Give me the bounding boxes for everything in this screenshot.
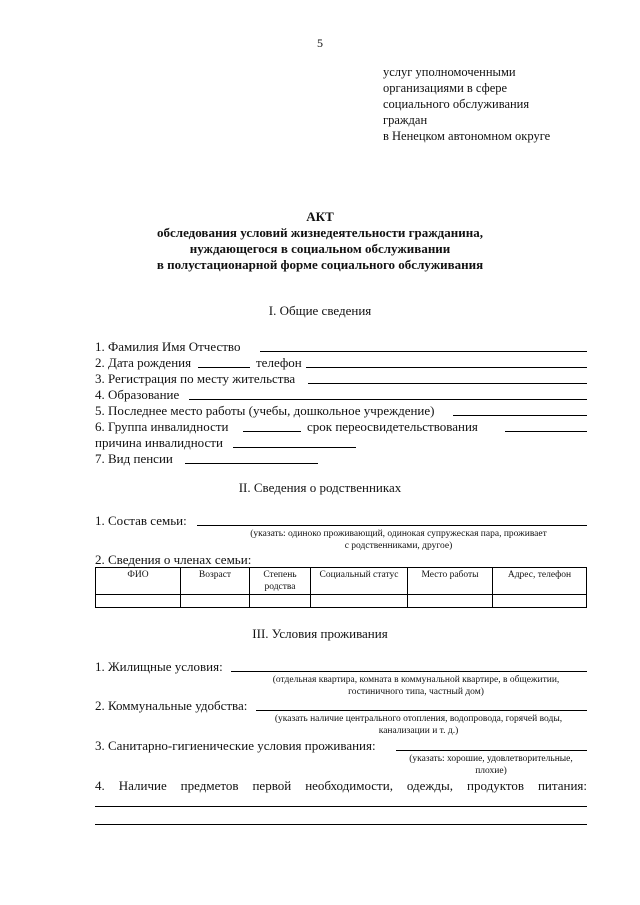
reexam-label: срок переосвидетельствования: [307, 419, 478, 434]
housing-hint: [245, 674, 587, 698]
necessities-field-line-2[interactable]: [95, 824, 587, 825]
table-header-cell: Адрес, телефон: [493, 568, 587, 595]
birth-date-label: 2. Дата рождения: [95, 355, 192, 370]
table-header-row: [96, 568, 587, 595]
section-2-heading: II. Сведения о родственниках: [238, 480, 402, 495]
last-work-label: 5. Последнее место работы (учебы, дошкольное учреждение): [95, 403, 435, 418]
last-work-field[interactable]: [453, 415, 587, 416]
housing-label: 1. Жилищные условия:: [95, 659, 223, 674]
header-line: услуг уполномоченными: [383, 65, 516, 79]
necessities-field-line-1[interactable]: [95, 806, 587, 807]
title-line: нуждающегося в социальном обслуживании: [189, 241, 451, 256]
table-header-cell: Социальный статус: [311, 568, 408, 595]
housing-hint-line: (отдельная квартира, комната в коммунальной квартире, в общежитии,: [272, 675, 560, 685]
utilities-hint-line: канализации и т. д.): [378, 726, 459, 736]
utilities-hint: [250, 713, 587, 737]
table-cell[interactable]: [311, 595, 408, 608]
table-cell[interactable]: [96, 595, 181, 608]
education-label: 4. Образование: [95, 387, 180, 402]
family-hint-line: (указать: одиноко проживающий, одинокая супружеская пара, проживает: [250, 529, 547, 539]
header-line: граждан: [383, 113, 428, 127]
table-cell[interactable]: [408, 595, 493, 608]
table-cell[interactable]: [250, 595, 311, 608]
family-hint-line: с родственниками, другое): [344, 541, 453, 551]
phone-field[interactable]: [306, 367, 587, 368]
disability-cause-field[interactable]: [233, 447, 356, 448]
family-members-table: [95, 567, 587, 608]
necessities-label: 4. Наличие предметов первой необходимости, одежды, продуктов питания:: [95, 778, 587, 793]
table-row[interactable]: [96, 595, 587, 608]
pension-label: 7. Вид пенсии: [95, 451, 173, 466]
family-label: 1. Состав семьи:: [95, 513, 187, 528]
housing-field[interactable]: [231, 671, 587, 672]
disability-group-field[interactable]: [243, 431, 301, 432]
document-title: [0, 209, 640, 273]
fio-label: 1. Фамилия Имя Отчество: [95, 339, 241, 354]
title-line: АКТ: [306, 209, 334, 224]
table-cell[interactable]: [493, 595, 587, 608]
header-line: в Ненецком автономном округе: [383, 129, 551, 143]
table-header-cell: Степень родства: [250, 568, 311, 595]
family-hint: [210, 528, 587, 552]
table-header-cell: Возраст: [181, 568, 250, 595]
title-line: обследования условий жизнедеятельности гражданина,: [157, 225, 483, 240]
section-1-heading: I. Общие сведения: [268, 303, 372, 318]
family-field[interactable]: [197, 525, 587, 526]
sanitary-field[interactable]: [396, 750, 587, 751]
sanitary-hint-line: (указать: хорошие, удовлетворительные,: [409, 754, 573, 764]
housing-hint-line: гостиничного типа, частный дом): [348, 687, 484, 697]
utilities-label: 2. Коммунальные удобства:: [95, 698, 248, 713]
sanitary-hint: [395, 753, 587, 777]
table-header-cell: Место работы: [408, 568, 493, 595]
table-header-cell: ФИО: [96, 568, 181, 595]
disability-cause-label: причина инвалидности: [95, 435, 223, 450]
page-number: 5: [317, 36, 323, 50]
header-line: социального обслуживания: [383, 97, 530, 111]
sanitary-hint-line: плохие): [475, 766, 507, 776]
title-line: в полустационарной форме социального обслуживания: [156, 257, 484, 272]
header-block: [383, 64, 550, 144]
section-3-heading: III. Условия проживания: [252, 626, 388, 641]
registration-label: 3. Регистрация по месту жительства: [95, 371, 296, 386]
header-line: организациями в сфере: [383, 81, 508, 95]
fio-field[interactable]: [260, 351, 587, 352]
members-label: 2. Сведения о членах семьи:: [95, 552, 252, 567]
phone-label: телефон: [256, 355, 302, 370]
education-field[interactable]: [189, 399, 587, 400]
utilities-field[interactable]: [256, 710, 587, 711]
pension-field[interactable]: [185, 463, 318, 464]
reexam-field[interactable]: [505, 431, 587, 432]
utilities-hint-line: (указать наличие центрального отопления, водопровода, горячей воды,: [274, 714, 563, 724]
sanitary-label: 3. Санитарно-гигиенические условия проживания:: [95, 738, 376, 753]
table-cell[interactable]: [181, 595, 250, 608]
registration-field[interactable]: [308, 383, 587, 384]
birth-date-field[interactable]: [198, 367, 250, 368]
disability-group-label: 6. Группа инвалидности: [95, 419, 229, 434]
